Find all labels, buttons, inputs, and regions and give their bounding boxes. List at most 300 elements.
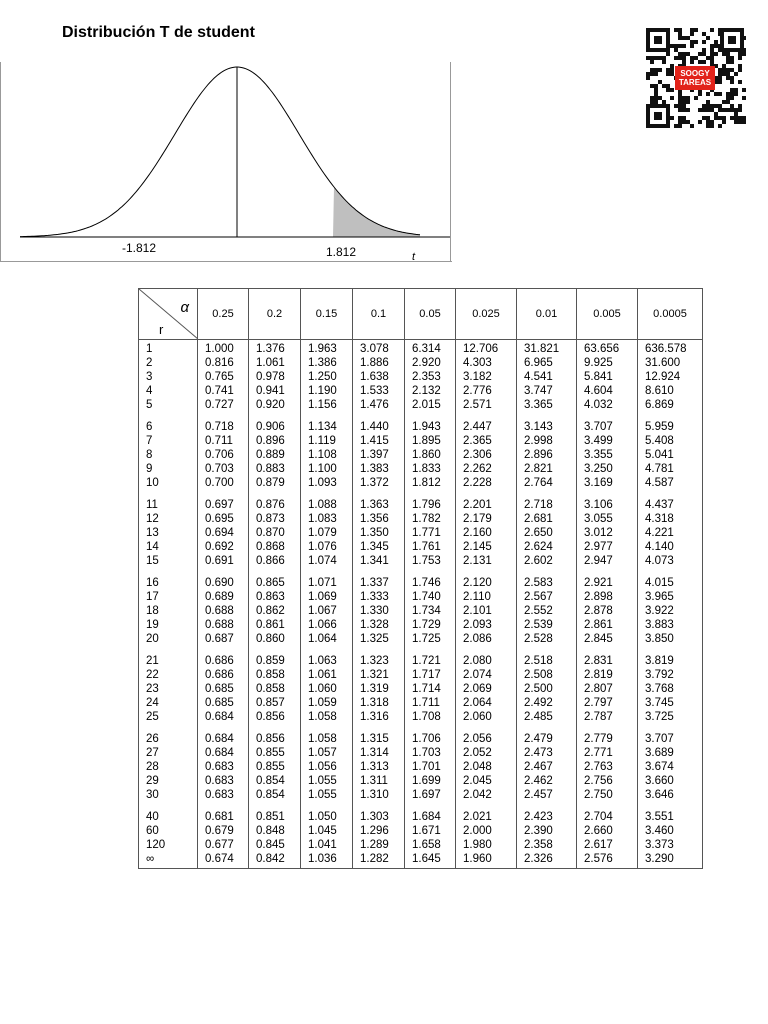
critical-value-cell: 1.064 <box>301 632 353 646</box>
critical-value-cell: 4.140 <box>638 540 703 554</box>
table-row <box>139 724 703 746</box>
critical-value-cell: 1.345 <box>353 540 405 554</box>
critical-value-cell: 1.055 <box>301 774 353 788</box>
critical-value-cell: 1.943 <box>405 412 456 434</box>
critical-value-cell: 1.000 <box>198 340 249 357</box>
table-row <box>139 696 703 710</box>
degrees-of-freedom-cell: 16 <box>139 568 198 590</box>
critical-value-cell: 1.330 <box>353 604 405 618</box>
critical-value-cell: 1.706 <box>405 724 456 746</box>
critical-value-cell: 4.541 <box>517 370 577 384</box>
critical-value-cell: 2.807 <box>577 682 638 696</box>
critical-value-cell: 2.567 <box>517 590 577 604</box>
critical-value-cell: 2.390 <box>517 824 577 838</box>
critical-value-cell: 2.624 <box>517 540 577 554</box>
degrees-of-freedom-cell: 27 <box>139 746 198 760</box>
critical-value-cell: 2.617 <box>577 838 638 852</box>
critical-value-cell: 9.925 <box>577 356 638 370</box>
table-row <box>139 554 703 568</box>
critical-value-cell: 2.074 <box>456 668 517 682</box>
critical-value-cell: 2.086 <box>456 632 517 646</box>
critical-value-cell: 2.201 <box>456 490 517 512</box>
column-header-alpha: 0.15 <box>301 289 353 340</box>
critical-value-cell: 1.697 <box>405 788 456 802</box>
critical-value-cell: 1.725 <box>405 632 456 646</box>
critical-value-cell: 0.697 <box>198 490 249 512</box>
critical-value-cell: 0.858 <box>249 668 301 682</box>
critical-value-cell: 0.686 <box>198 668 249 682</box>
critical-value-cell: 2.060 <box>456 710 517 724</box>
critical-value-cell: 2.120 <box>456 568 517 590</box>
critical-value-cell: 3.373 <box>638 838 703 852</box>
table-row <box>139 356 703 370</box>
critical-value-cell: 0.856 <box>249 724 301 746</box>
table-corner-cell <box>139 289 198 340</box>
table-row <box>139 434 703 448</box>
critical-value-cell: 0.859 <box>249 646 301 668</box>
critical-value-cell: 3.182 <box>456 370 517 384</box>
critical-value-cell: 0.700 <box>198 476 249 490</box>
degrees-of-freedom-cell: 120 <box>139 838 198 852</box>
critical-value-cell: 0.694 <box>198 526 249 540</box>
critical-value-cell: 3.689 <box>638 746 703 760</box>
critical-value-cell: 1.057 <box>301 746 353 760</box>
degrees-of-freedom-cell: 24 <box>139 696 198 710</box>
critical-value-cell: 1.061 <box>301 668 353 682</box>
critical-value-cell: 0.879 <box>249 476 301 490</box>
critical-value-cell: 1.734 <box>405 604 456 618</box>
table-row <box>139 412 703 434</box>
degrees-of-freedom-cell: 13 <box>139 526 198 540</box>
critical-value-cell: 2.861 <box>577 618 638 632</box>
critical-value-cell: 4.015 <box>638 568 703 590</box>
critical-value-cell: 0.860 <box>249 632 301 646</box>
critical-value-cell: 1.397 <box>353 448 405 462</box>
critical-value-cell: 0.683 <box>198 774 249 788</box>
critical-value-cell: 1.833 <box>405 462 456 476</box>
critical-value-cell: 0.889 <box>249 448 301 462</box>
critical-value-cell: 1.753 <box>405 554 456 568</box>
critical-value-cell: 2.779 <box>577 724 638 746</box>
critical-value-cell: 3.106 <box>577 490 638 512</box>
critical-value-cell: 2.500 <box>517 682 577 696</box>
column-header-alpha: 0.025 <box>456 289 517 340</box>
column-header-alpha: 0.01 <box>517 289 577 340</box>
critical-value-cell: 4.587 <box>638 476 703 490</box>
critical-value-cell: 2.819 <box>577 668 638 682</box>
critical-value-cell: 1.645 <box>405 852 456 869</box>
critical-value-cell: 1.056 <box>301 760 353 774</box>
critical-value-cell: 1.083 <box>301 512 353 526</box>
critical-value-cell: 1.684 <box>405 802 456 824</box>
table-row <box>139 398 703 412</box>
critical-value-cell: 2.479 <box>517 724 577 746</box>
critical-value-cell: 1.963 <box>301 340 353 357</box>
critical-value-cell: 3.055 <box>577 512 638 526</box>
critical-value-cell: 0.941 <box>249 384 301 398</box>
critical-value-cell: 0.858 <box>249 682 301 696</box>
critical-value-cell: 1.376 <box>249 340 301 357</box>
critical-value-cell: 1.740 <box>405 590 456 604</box>
critical-value-cell: 1.337 <box>353 568 405 590</box>
critical-value-cell: 1.701 <box>405 760 456 774</box>
critical-value-cell: 2.921 <box>577 568 638 590</box>
qr-brand-line1: SOOGY <box>680 69 710 78</box>
critical-value-cell: 1.045 <box>301 824 353 838</box>
critical-value-cell: 1.476 <box>353 398 405 412</box>
critical-value-cell: 2.898 <box>577 590 638 604</box>
critical-value-cell: 0.854 <box>249 774 301 788</box>
critical-value-cell: 1.055 <box>301 788 353 802</box>
critical-value-cell: 1.069 <box>301 590 353 604</box>
table-row <box>139 710 703 724</box>
critical-value-cell: 0.674 <box>198 852 249 869</box>
degrees-of-freedom-cell: 18 <box>139 604 198 618</box>
critical-value-cell: 0.687 <box>198 632 249 646</box>
degrees-of-freedom-cell: 7 <box>139 434 198 448</box>
critical-value-cell: 1.100 <box>301 462 353 476</box>
critical-value-cell: 2.080 <box>456 646 517 668</box>
critical-value-cell: 1.319 <box>353 682 405 696</box>
critical-value-cell: 2.069 <box>456 682 517 696</box>
critical-value-cell: 1.108 <box>301 448 353 462</box>
critical-value-cell: 2.998 <box>517 434 577 448</box>
critical-value-cell: 1.296 <box>353 824 405 838</box>
table-row <box>139 512 703 526</box>
table-row <box>139 490 703 512</box>
critical-value-cell: 2.528 <box>517 632 577 646</box>
critical-value-cell: 0.842 <box>249 852 301 869</box>
critical-value-cell: 0.978 <box>249 370 301 384</box>
critical-value-cell: 3.290 <box>638 852 703 869</box>
critical-value-cell: 2.776 <box>456 384 517 398</box>
critical-value-cell: 8.610 <box>638 384 703 398</box>
critical-value-cell: 2.718 <box>517 490 577 512</box>
degrees-of-freedom-cell: 12 <box>139 512 198 526</box>
degrees-of-freedom-cell: 15 <box>139 554 198 568</box>
critical-value-cell: 2.353 <box>405 370 456 384</box>
critical-value-cell: 1.316 <box>353 710 405 724</box>
critical-value-cell: 3.707 <box>577 412 638 434</box>
degrees-of-freedom-cell: 29 <box>139 774 198 788</box>
critical-value-cell: 1.079 <box>301 526 353 540</box>
critical-value-cell: 2.101 <box>456 604 517 618</box>
table-row <box>139 618 703 632</box>
critical-value-cell: 1.356 <box>353 512 405 526</box>
critical-value-cell: 2.015 <box>405 398 456 412</box>
critical-value-cell: 0.873 <box>249 512 301 526</box>
critical-value-cell: 0.688 <box>198 618 249 632</box>
critical-value-cell: 1.703 <box>405 746 456 760</box>
right-critical-label: 1.812 <box>326 245 357 259</box>
critical-value-cell: 2.518 <box>517 646 577 668</box>
critical-value-cell: 3.551 <box>638 802 703 824</box>
critical-value-cell: 6.869 <box>638 398 703 412</box>
critical-value-cell: 1.746 <box>405 568 456 590</box>
critical-value-cell: 3.883 <box>638 618 703 632</box>
critical-value-cell: 12.706 <box>456 340 517 357</box>
critical-value-cell: 2.756 <box>577 774 638 788</box>
critical-value-cell: 2.326 <box>517 852 577 869</box>
critical-value-cell: 1.321 <box>353 668 405 682</box>
degrees-of-freedom-cell: 26 <box>139 724 198 746</box>
critical-value-cell: 2.052 <box>456 746 517 760</box>
critical-value-cell: 31.600 <box>638 356 703 370</box>
critical-value-cell: 2.423 <box>517 802 577 824</box>
critical-value-cell: 0.727 <box>198 398 249 412</box>
column-header-alpha: 0.0005 <box>638 289 703 340</box>
degrees-of-freedom-cell: 11 <box>139 490 198 512</box>
critical-value-cell: 0.684 <box>198 724 249 746</box>
critical-value-cell: 0.863 <box>249 590 301 604</box>
critical-value-cell: 1.333 <box>353 590 405 604</box>
critical-value-cell: 2.821 <box>517 462 577 476</box>
critical-value-cell: 3.819 <box>638 646 703 668</box>
column-header-alpha: 0.005 <box>577 289 638 340</box>
critical-value-cell: 1.886 <box>353 356 405 370</box>
critical-value-cell: 2.473 <box>517 746 577 760</box>
table-row <box>139 632 703 646</box>
critical-value-cell: 0.703 <box>198 462 249 476</box>
critical-value-cell: 0.686 <box>198 646 249 668</box>
critical-value-cell: 3.169 <box>577 476 638 490</box>
critical-value-cell: 1.363 <box>353 490 405 512</box>
critical-value-cell: 2.056 <box>456 724 517 746</box>
critical-value-cell: 1.058 <box>301 724 353 746</box>
critical-value-cell: 2.583 <box>517 568 577 590</box>
critical-value-cell: 1.059 <box>301 696 353 710</box>
critical-value-cell: 0.677 <box>198 838 249 852</box>
table-row <box>139 476 703 490</box>
degrees-of-freedom-cell: 40 <box>139 802 198 824</box>
critical-value-cell: 0.857 <box>249 696 301 710</box>
critical-value-cell: 4.073 <box>638 554 703 568</box>
critical-value-cell: 1.074 <box>301 554 353 568</box>
critical-value-cell: 1.314 <box>353 746 405 760</box>
critical-value-cell: 0.685 <box>198 696 249 710</box>
critical-value-cell: 3.674 <box>638 760 703 774</box>
critical-value-cell: 1.717 <box>405 668 456 682</box>
column-header-alpha: 0.1 <box>353 289 405 340</box>
critical-value-cell: 2.358 <box>517 838 577 852</box>
critical-value-cell: 1.063 <box>301 646 353 668</box>
critical-value-cell: 3.143 <box>517 412 577 434</box>
critical-value-cell: 2.650 <box>517 526 577 540</box>
degrees-of-freedom-cell: 30 <box>139 788 198 802</box>
critical-value-cell: 2.462 <box>517 774 577 788</box>
critical-value-cell: 4.437 <box>638 490 703 512</box>
critical-value-cell: 1.190 <box>301 384 353 398</box>
critical-value-cell: 1.067 <box>301 604 353 618</box>
critical-value-cell: 1.533 <box>353 384 405 398</box>
critical-value-cell: 0.684 <box>198 746 249 760</box>
critical-value-cell: 3.725 <box>638 710 703 724</box>
critical-value-cell: 1.386 <box>301 356 353 370</box>
critical-value-cell: 3.250 <box>577 462 638 476</box>
degrees-of-freedom-cell: 22 <box>139 668 198 682</box>
critical-value-cell: 2.064 <box>456 696 517 710</box>
critical-value-cell: 1.383 <box>353 462 405 476</box>
critical-value-cell: 1.060 <box>301 682 353 696</box>
critical-value-cell: 3.660 <box>638 774 703 788</box>
critical-value-cell: 2.878 <box>577 604 638 618</box>
critical-value-cell: 3.646 <box>638 788 703 802</box>
degrees-of-freedom-cell: ∞ <box>139 852 198 869</box>
critical-value-cell: 1.711 <box>405 696 456 710</box>
critical-value-cell: 0.679 <box>198 824 249 838</box>
critical-value-cell: 5.841 <box>577 370 638 384</box>
critical-value-cell: 1.058 <box>301 710 353 724</box>
critical-value-cell: 5.408 <box>638 434 703 448</box>
critical-value-cell: 3.768 <box>638 682 703 696</box>
critical-value-cell: 0.883 <box>249 462 301 476</box>
table-row <box>139 568 703 590</box>
right-tail-shaded-area <box>333 187 420 237</box>
critical-value-cell: 3.922 <box>638 604 703 618</box>
degrees-of-freedom-cell: 2 <box>139 356 198 370</box>
critical-value-cell: 2.365 <box>456 434 517 448</box>
critical-value-cell: 4.303 <box>456 356 517 370</box>
critical-value-cell: 1.638 <box>353 370 405 384</box>
degrees-of-freedom-cell: 17 <box>139 590 198 604</box>
critical-value-cell: 2.492 <box>517 696 577 710</box>
critical-value-cell: 2.947 <box>577 554 638 568</box>
critical-value-cell: 0.845 <box>249 838 301 852</box>
critical-value-cell: 1.812 <box>405 476 456 490</box>
table-row <box>139 526 703 540</box>
critical-value-cell: 0.684 <box>198 710 249 724</box>
critical-value-cell: 2.228 <box>456 476 517 490</box>
critical-value-cell: 2.045 <box>456 774 517 788</box>
critical-value-cell: 1.315 <box>353 724 405 746</box>
critical-value-cell: 3.850 <box>638 632 703 646</box>
critical-value-cell: 1.119 <box>301 434 353 448</box>
critical-value-cell: 4.781 <box>638 462 703 476</box>
critical-value-cell: 0.896 <box>249 434 301 448</box>
critical-value-cell: 0.695 <box>198 512 249 526</box>
critical-value-cell: 1.325 <box>353 632 405 646</box>
table-row <box>139 838 703 852</box>
critical-value-cell: 2.787 <box>577 710 638 724</box>
critical-value-cell: 2.771 <box>577 746 638 760</box>
critical-value-cell: 1.658 <box>405 838 456 852</box>
critical-value-cell: 6.965 <box>517 356 577 370</box>
critical-value-cell: 1.699 <box>405 774 456 788</box>
critical-value-cell: 2.764 <box>517 476 577 490</box>
critical-value-cell: 2.447 <box>456 412 517 434</box>
table-row <box>139 852 703 869</box>
critical-value-cell: 1.440 <box>353 412 405 434</box>
degrees-of-freedom-cell: 20 <box>139 632 198 646</box>
critical-value-cell: 2.467 <box>517 760 577 774</box>
critical-value-cell: 4.604 <box>577 384 638 398</box>
critical-value-cell: 1.041 <box>301 838 353 852</box>
table-row <box>139 462 703 476</box>
critical-value-cell: 1.714 <box>405 682 456 696</box>
table-row <box>139 682 703 696</box>
critical-value-cell: 1.771 <box>405 526 456 540</box>
t-axis-label: t <box>412 251 416 262</box>
critical-value-cell: 1.066 <box>301 618 353 632</box>
corner-diagonal <box>139 289 198 339</box>
degrees-of-freedom-cell: 19 <box>139 618 198 632</box>
critical-value-cell: 1.036 <box>301 852 353 869</box>
critical-value-cell: 0.765 <box>198 370 249 384</box>
degrees-of-freedom-cell: 6 <box>139 412 198 434</box>
degrees-of-freedom-cell: 23 <box>139 682 198 696</box>
critical-value-cell: 3.745 <box>638 696 703 710</box>
critical-value-cell: 5.041 <box>638 448 703 462</box>
critical-value-cell: 31.821 <box>517 340 577 357</box>
critical-value-cell: 1.134 <box>301 412 353 434</box>
critical-value-cell: 2.539 <box>517 618 577 632</box>
critical-value-cell: 2.306 <box>456 448 517 462</box>
critical-value-cell: 0.816 <box>198 356 249 370</box>
page-title: Distribución T de student <box>62 24 255 41</box>
degrees-of-freedom-cell: 28 <box>139 760 198 774</box>
degrees-of-freedom-cell: 4 <box>139 384 198 398</box>
t-distribution-table <box>138 288 703 869</box>
critical-value-cell: 3.460 <box>638 824 703 838</box>
critical-value-cell: 1.782 <box>405 512 456 526</box>
degrees-of-freedom-cell: 8 <box>139 448 198 462</box>
qr-brand-line2: TAREAS <box>678 78 712 87</box>
critical-value-cell: 2.131 <box>456 554 517 568</box>
table-row <box>139 340 703 357</box>
alpha-symbol: α <box>180 299 189 316</box>
critical-value-cell: 1.303 <box>353 802 405 824</box>
critical-value-cell: 2.571 <box>456 398 517 412</box>
critical-value-cell: 1.318 <box>353 696 405 710</box>
critical-value-cell: 1.350 <box>353 526 405 540</box>
critical-value-cell: 2.602 <box>517 554 577 568</box>
table-row <box>139 646 703 668</box>
left-critical-label: -1.812 <box>122 241 157 255</box>
critical-value-cell: 1.341 <box>353 554 405 568</box>
qr-code-logo <box>644 26 746 130</box>
critical-value-cell: 2.262 <box>456 462 517 476</box>
density-curve <box>20 67 420 237</box>
critical-value-cell: 0.685 <box>198 682 249 696</box>
critical-value-cell: 0.868 <box>249 540 301 554</box>
critical-value-cell: 0.711 <box>198 434 249 448</box>
critical-value-cell: 2.145 <box>456 540 517 554</box>
critical-value-cell: 2.179 <box>456 512 517 526</box>
critical-value-cell: 0.692 <box>198 540 249 554</box>
critical-value-cell: 1.980 <box>456 838 517 852</box>
critical-value-cell: 0.861 <box>249 618 301 632</box>
critical-value-cell: 2.797 <box>577 696 638 710</box>
table-row <box>139 760 703 774</box>
critical-value-cell: 2.508 <box>517 668 577 682</box>
column-header-alpha: 0.05 <box>405 289 456 340</box>
critical-value-cell: 1.061 <box>249 356 301 370</box>
critical-value-cell: 2.977 <box>577 540 638 554</box>
critical-value-cell: 2.132 <box>405 384 456 398</box>
table-row <box>139 746 703 760</box>
critical-value-cell: 3.792 <box>638 668 703 682</box>
critical-value-cell: 1.895 <box>405 434 456 448</box>
critical-value-cell: 0.683 <box>198 760 249 774</box>
critical-value-cell: 0.876 <box>249 490 301 512</box>
critical-value-cell: 2.093 <box>456 618 517 632</box>
degrees-of-freedom-cell: 1 <box>139 340 198 357</box>
critical-value-cell: 1.156 <box>301 398 353 412</box>
critical-value-cell: 0.848 <box>249 824 301 838</box>
degrees-of-freedom-cell: 3 <box>139 370 198 384</box>
critical-value-cell: 2.845 <box>577 632 638 646</box>
critical-value-cell: 1.729 <box>405 618 456 632</box>
